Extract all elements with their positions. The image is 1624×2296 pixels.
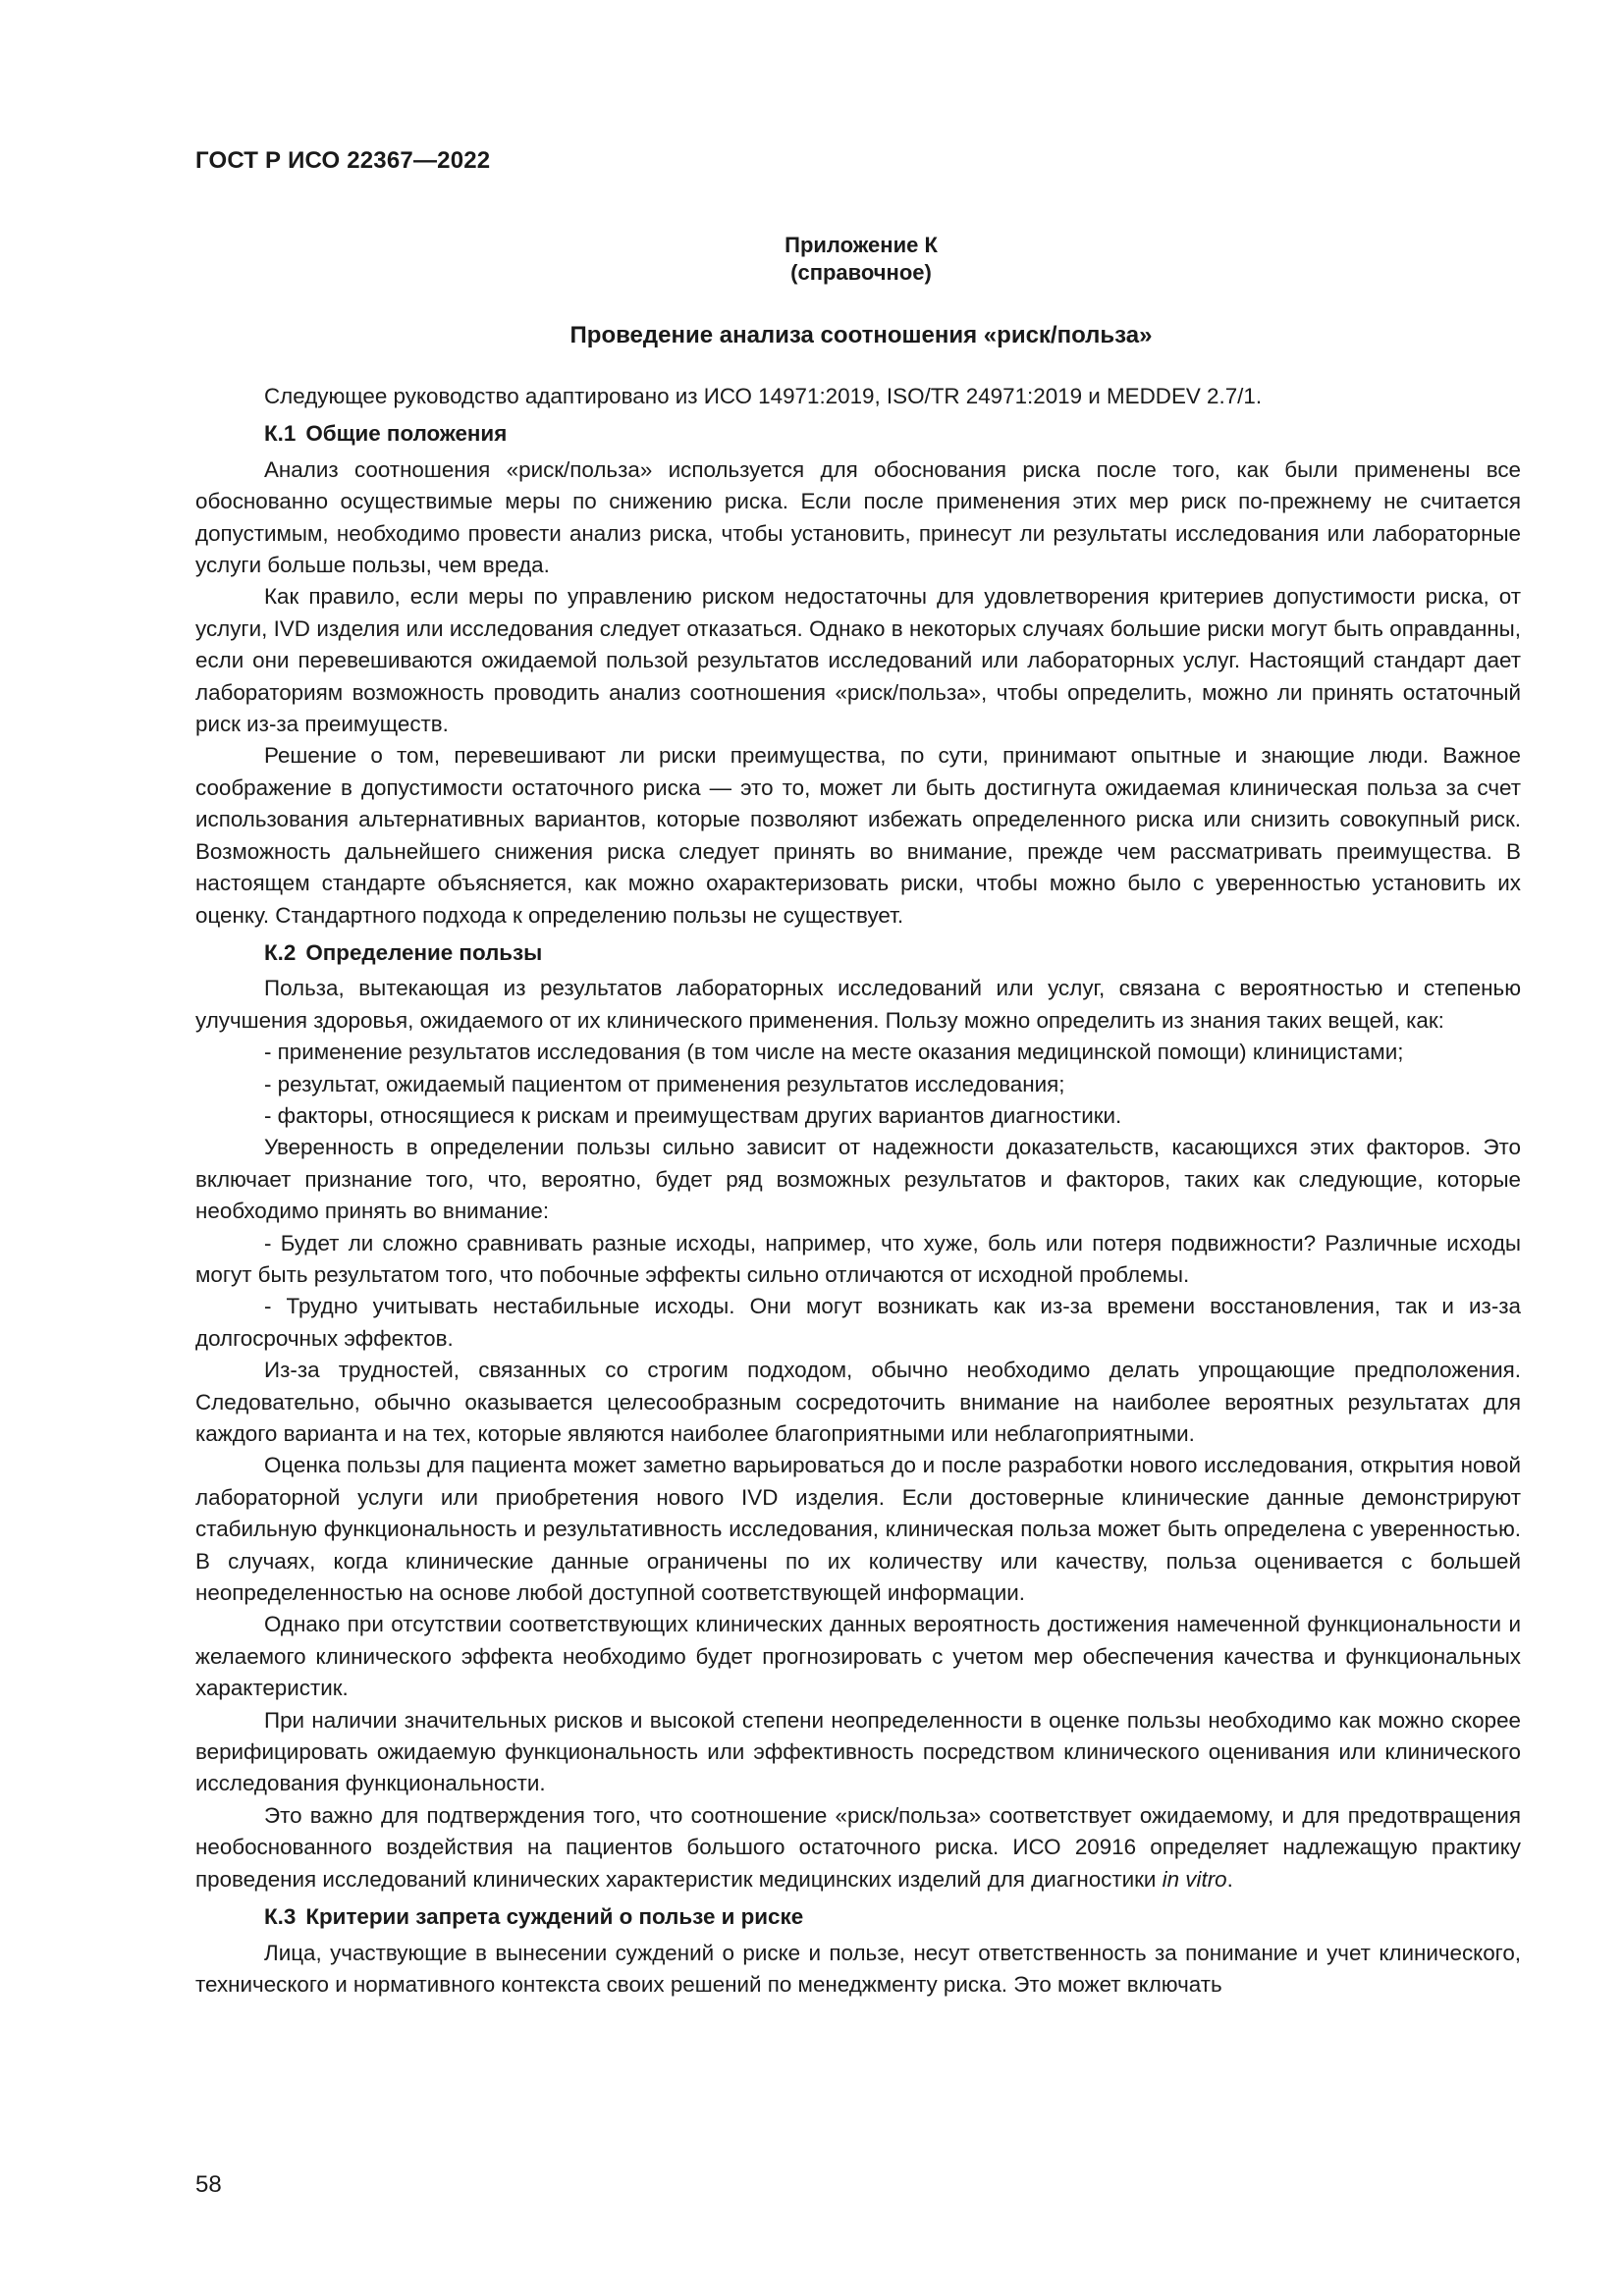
section-k2-title: Определение пользы	[305, 939, 543, 965]
k2-paragraph-2: Уверенность в определении пользы сильно зависит от надежности доказательств, касающихся этих факторов. Это включает признание того, что, вероятно, будет ряд возможных результатов и факторов, таких как следующие, которые необходимо принять во внимание:	[195, 1135, 1521, 1224]
k2-paragraph-5: Однако при отсутствии соответствующих клинических данных вероятность достижения намеченной функциональности и желаемого клинического эффекта необходимо будет прогнозировать с учетом мер обеспечения качества и функциональных характеристик.	[195, 1612, 1521, 1701]
k2-paragraph-7-text: Это важно для подтверждения того, что соотношение «риск/польза» соответствует ожидаемому, и для предотвращения необоснованного воздействия на пациентов большого остаточного риска. ИСО 20916 определяет надлежащую практику проведения исследований клинических характеристик медицинских изделий для диагностики	[195, 1802, 1521, 1892]
section-k3-number: К.3	[264, 1904, 297, 1930]
k2-paragraph-7-end: .	[1226, 1866, 1233, 1892]
document-body	[195, 381, 1521, 2001]
k1-paragraph-3: Решение о том, перевешивают ли риски преимущества, по сути, принимают опытные и знающие люди. Важное соображение в допустимости остаточного риска — это то, может ли быть достигнута ожидаемая клиническая польза за счет использования альтернативных вариантов, которые позволяют избежать определенного риска или снизить совокупный риск. Возможность дальнейшего снижения риска следует принять во внимание, прежде чем рассматривать преимущества. В настоящем стандарте объясняется, как можно охарактеризовать риски, чтобы можно было с уверенностью установить их оценку. Стандартного подхода к определению пользы не существует.	[195, 743, 1521, 928]
list-item: - результат, ожидаемый пациентом от применения результатов исследования;	[264, 1071, 1065, 1096]
section-k3-heading	[195, 1901, 1521, 1933]
k3-paragraph-1: Лица, участвующие в вынесении суждений о риске и пользе, несут ответственность за понимание и учет клинического, технического и нормативного контекста своих решений по менеджменту риска. Это может включать	[195, 1940, 1521, 1997]
list-item: - Трудно учитывать нестабильные исходы. Они могут возникать как из-за времени восстановления, так и из-за долгосрочных эффектов.	[195, 1294, 1521, 1351]
in-vitro-term: in vitro	[1162, 1866, 1227, 1892]
k2-paragraph-7	[195, 1800, 1521, 1896]
section-k2-heading	[195, 937, 1521, 969]
k1-paragraph-2: Как правило, если меры по управлению риском недостаточны для удовлетворения критериев допустимости риска, от услуги, IVD изделия или исследования следует отказаться. Однако в некоторых случаях большие риски могут быть оправданны, если они перевешиваются ожидаемой пользой результатов исследований или лабораторных услуг. Настоящий стандарт дает лабораториям возможность проводить анализ соотношения «риск/польза», чтобы определить, можно ли принять остаточный риск из-за преимуществ.	[195, 584, 1521, 737]
list-item: - Будет ли сложно сравнивать разные исходы, например, что хуже, боль или потеря подвижности? Различные исходы могут быть результатом того, что побочные эффекты сильно отличаются от исходной проблемы.	[195, 1230, 1521, 1287]
section-k1-number: К.1	[264, 421, 297, 447]
list-item: - применение результатов исследования (в том числе на месте оказания медицинской помощи) клиницистами;	[264, 1040, 1404, 1065]
k2-paragraph-4: Оценка пользы для пациента может заметно варьироваться до и после разработки нового исследования, открытия новой лабораторной услуги или приобретения нового IVD изделия. Если достоверные клинические данные демонстрируют стабильную функциональность и результативность исследования, клиническая польза может быть определена с уверенностью. В случаях, когда клинические данные ограничены по их количеству или качеству, польза оценивается с большей неопределенностью на основе любой доступной соответствующей информации.	[195, 1453, 1521, 1606]
k1-paragraph-1: Анализ соотношения «риск/польза» используется для обоснования риска после того, как были применены все обоснованно осуществимые меры по снижению риска. Если после применения этих мер риск по-прежнему не считается допустимым, необходимо провести анализ риска, чтобы установить, принесут ли результаты исследования или лабораторные услуги больше пользы, чем вреда.	[195, 456, 1521, 578]
page-number: 58	[195, 2171, 222, 2198]
section-k1-heading	[195, 418, 1521, 450]
k2-paragraph-3: Из-за трудностей, связанных со строгим подходом, обычно необходимо делать упрощающие предположения. Следовательно, обычно оказывается целесообразным сосредоточить внимание на наиболее вероятных результатах для каждого варианта и на тех, которые являются наиболее благоприятными или неблагоприятными.	[195, 1358, 1521, 1446]
section-k3-title: Критерии запрета суждений о пользе и риске	[305, 1904, 804, 1930]
intro-paragraph: Следующее руководство адаптировано из ИСО 14971:2019, ISO/TR 24971:2019 и MEDDEV 2.7/1.	[264, 384, 1263, 408]
annex-type: (справочное)	[790, 260, 932, 285]
list-item: - факторы, относящиеся к рискам и преимуществам других вариантов диагностики.	[264, 1102, 1122, 1128]
section-k1-title: Общие положения	[305, 421, 508, 447]
annex-title: Проведение анализа соотношения «риск/польза»	[569, 322, 1153, 348]
section-k2-number: К.2	[264, 939, 297, 965]
annex-label: Приложение К	[785, 233, 938, 257]
k2-paragraph-6: При наличии значительных рисков и высокой степени неопределенности в оценке пользы необходимо как можно скорее верифицировать ожидаемую функциональность или эффективность посредством клинического оценивания или клинического исследования функциональности.	[195, 1707, 1521, 1796]
standard-header: ГОСТ Р ИСО 22367—2022	[195, 147, 491, 174]
k2-paragraph-1: Польза, вытекающая из результатов лабораторных исследований или услуг, связана с вероятностью и степенью улучшения здоровья, ожидаемого от их клинического применения. Пользу можно определить из знания таких вещей, как:	[195, 976, 1521, 1033]
